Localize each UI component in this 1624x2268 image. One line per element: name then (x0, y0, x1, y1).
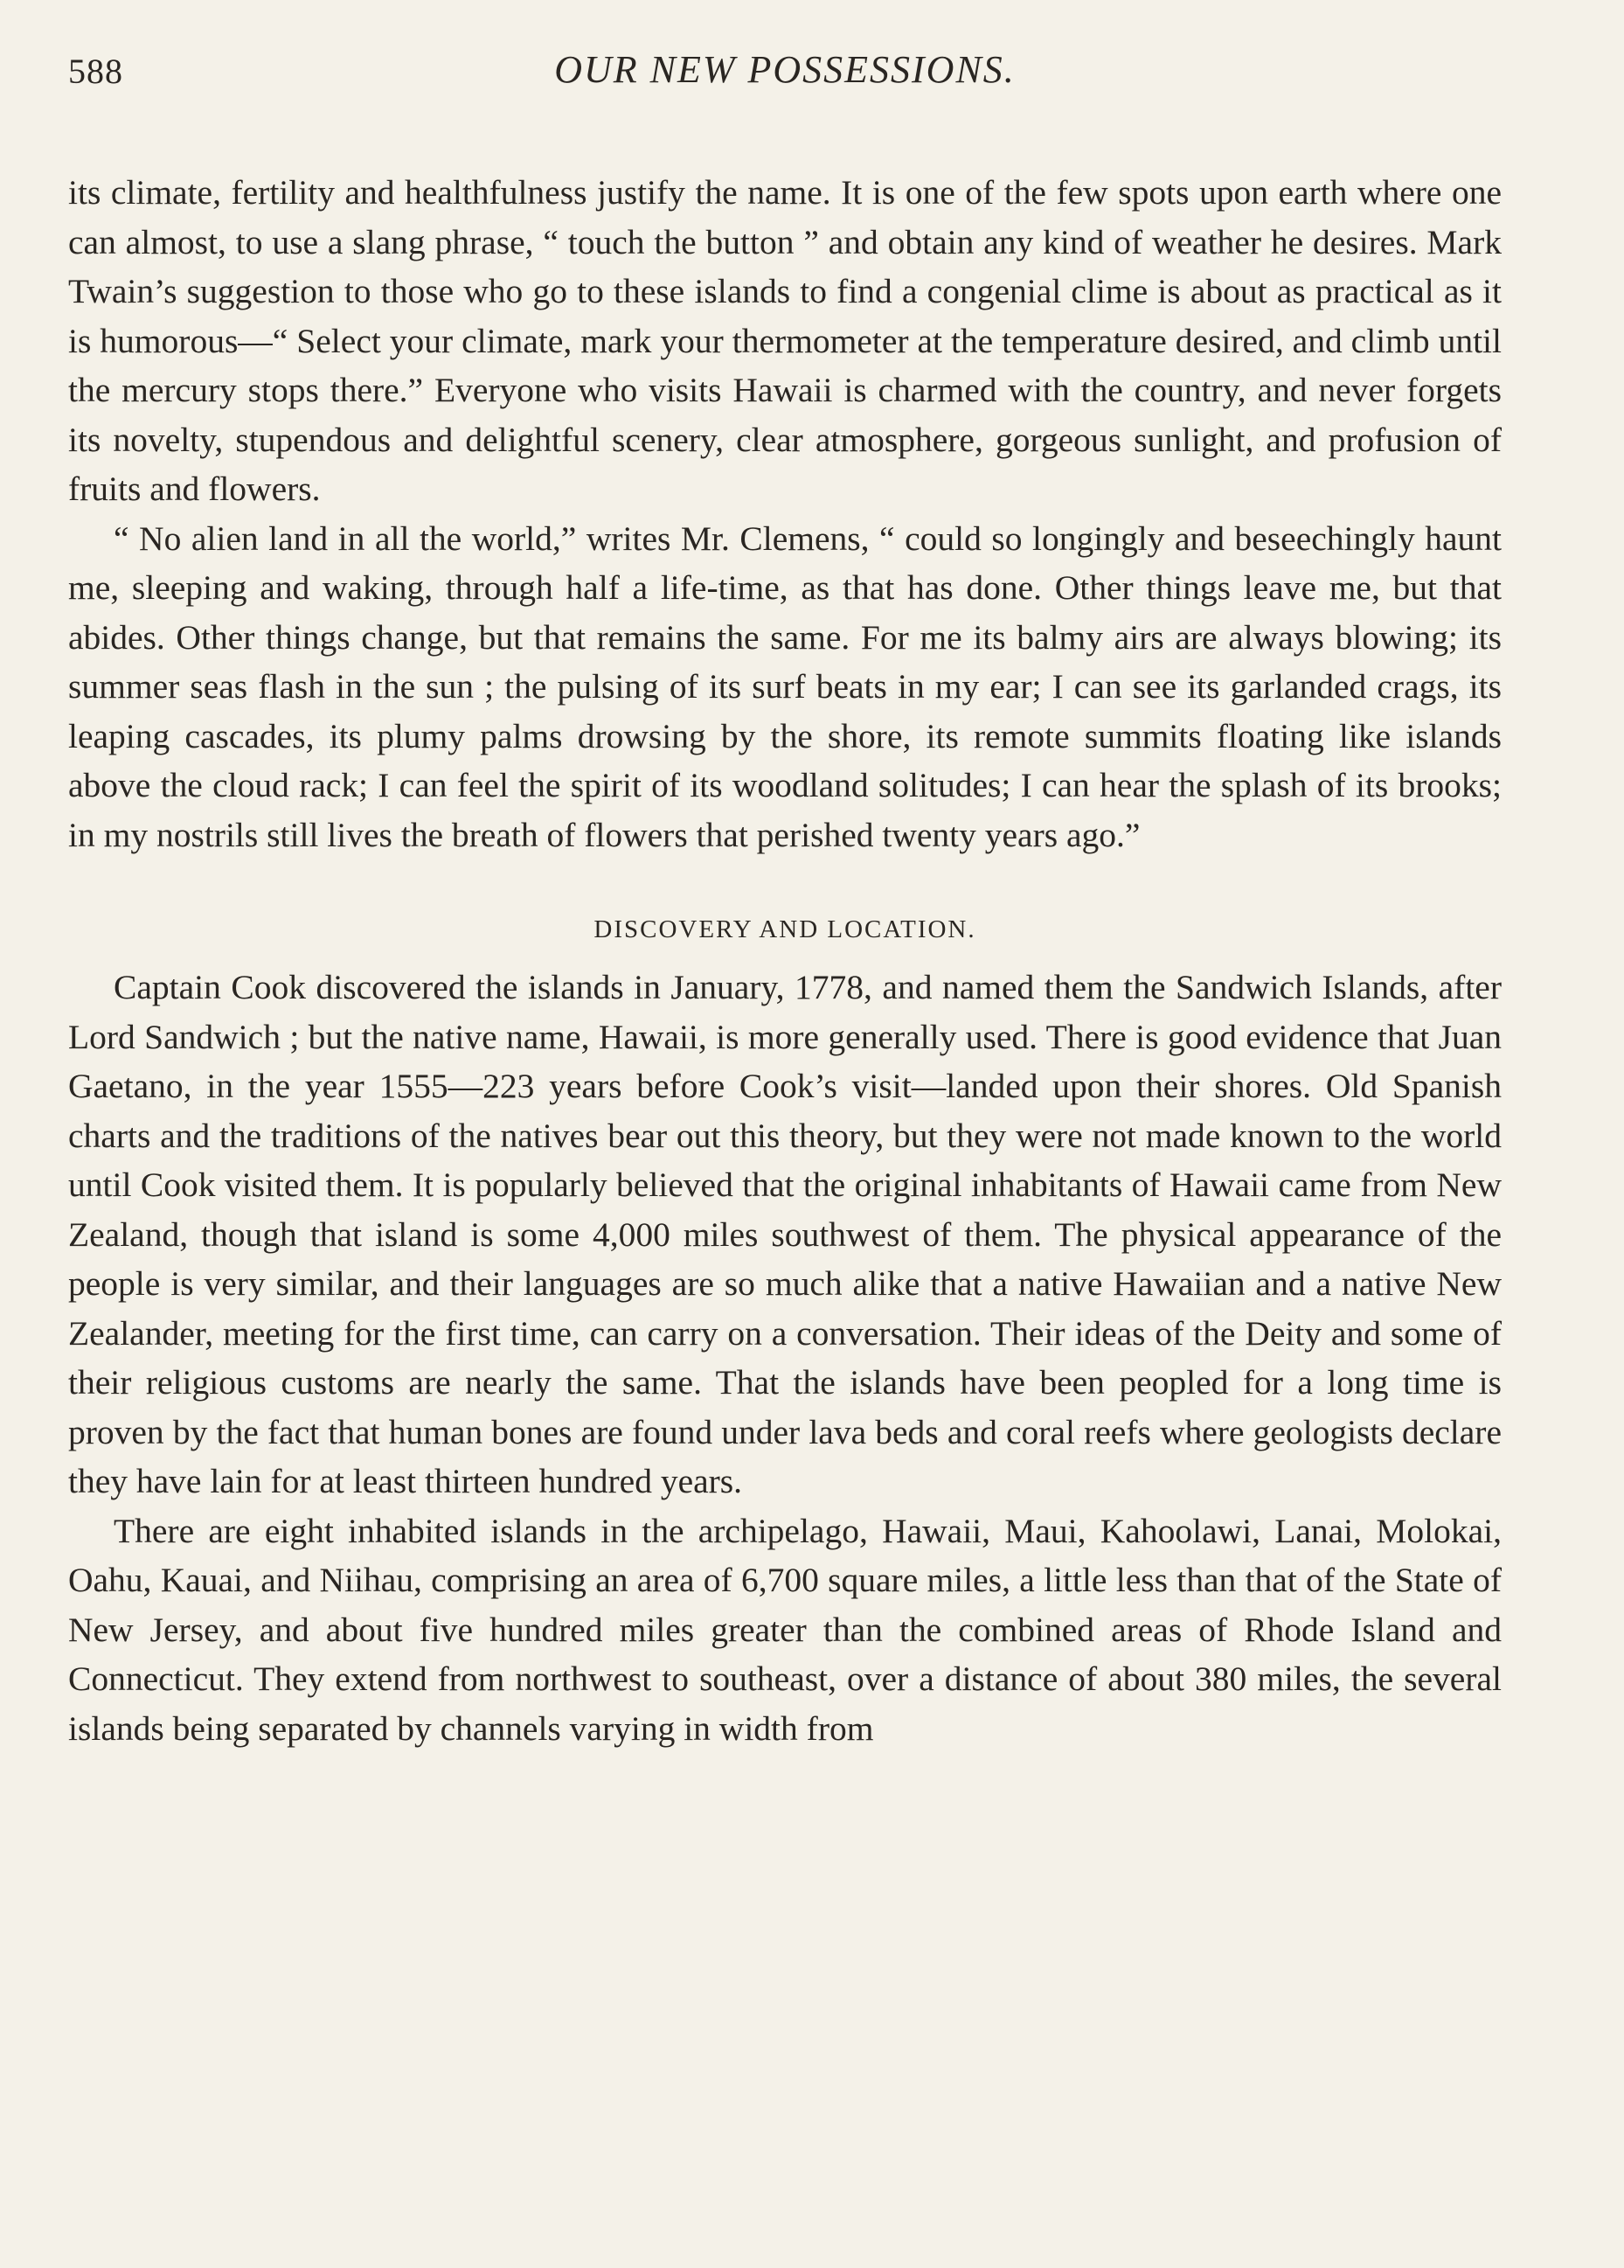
paragraph-climate: its climate, fertility and healthfulness justify the name. It is one of the few spots upon earth where one can almost, to use a slang phrase, “ touch the button ” and obtain any kind of weather he desires. Mark Twain’s suggestion to those who go to these islands to find a congenial clime is about as practical as it is humorous—“ Select your climate, mark your thermometer at the temperature desired, and climb until the mercury stops there.” Everyone who visits Hawaii is charmed with the country, and never forgets its novelty, stupendous and delightful scenery, clear atmosphere, gorgeous sunlight, and profusion of fruits and flowers. (68, 173, 1502, 508)
paragraph-islands: There are eight inhabited islands in the archipelago, Hawaii, Maui, Kahoolawi, Lanai, Molokai, Oahu, Kauai, and Niihau, comprising an area of 6,700 square miles, a little less than that of the State of New Jersey, and about five hundred miles greater than the combined areas of Rhode Island and Connecticut. They extend from northwest to southeast, over a distance of about 380 miles, the several islands being separated by channels varying in width from (68, 1511, 1502, 1748)
running-title: OUR NEW POSSESSIONS. (554, 48, 1016, 91)
paragraph-clemens-quote: “ No alien land in all the world,” writes Mr. Clemens, “ could so longingly and beseechingly haunt me, sleeping and waking, through half a life-time, as that has done. Other things leave me, but that abides. Other things change, but that remains the same. For me its balmy airs are always blowing; its summer seas flash in the sun ; the pulsing of its surf beats in my ear; I can see its garlanded crags, its leaping cascades, its plumy palms drowsing by the shore, its remote summits floating like islands above the cloud rack; I can feel the spirit of its woodland solitudes; I can hear the splash of its brooks; in my nostrils still lives the breath of flowers that perished twenty years ago.” (68, 518, 1502, 854)
running-head (68, 44, 1502, 105)
page-number: 588 (68, 52, 123, 91)
page-body (68, 168, 1502, 1753)
paragraph-discovery: Captain Cook discovered the islands in January, 1778, and named them the Sandwich Islands, after Lord Sandwich ; but the native name, Hawaii, is more generally used. There is good evidence that Juan Gaetano, in the year 1555—223 years before Cook’s visit—landed upon their shores. Old Spanish charts and the traditions of the natives bear out this theory, but they were not made known to the world until Cook visited them. It is popularly believed that the original inhabitants of Hawaii came from New Zealand, though that island is some 4,000 miles southwest of them. The physical appearance of the people is very similar, and their languages are so much alike that a native Hawaiian and a native New Zealander, meeting for the first time, can carry on a conversation. Their ideas of the Deity and some of their religious customs are nearly the same. That the islands have been peopled for a long time is proven by the fact that human bones are found under lava beds and coral reefs where geologists declare they have lain for at least thirteen hundred years. (68, 968, 1502, 1500)
book-page (68, 44, 1502, 1753)
section-heading: DISCOVERY AND LOCATION. (593, 915, 976, 943)
